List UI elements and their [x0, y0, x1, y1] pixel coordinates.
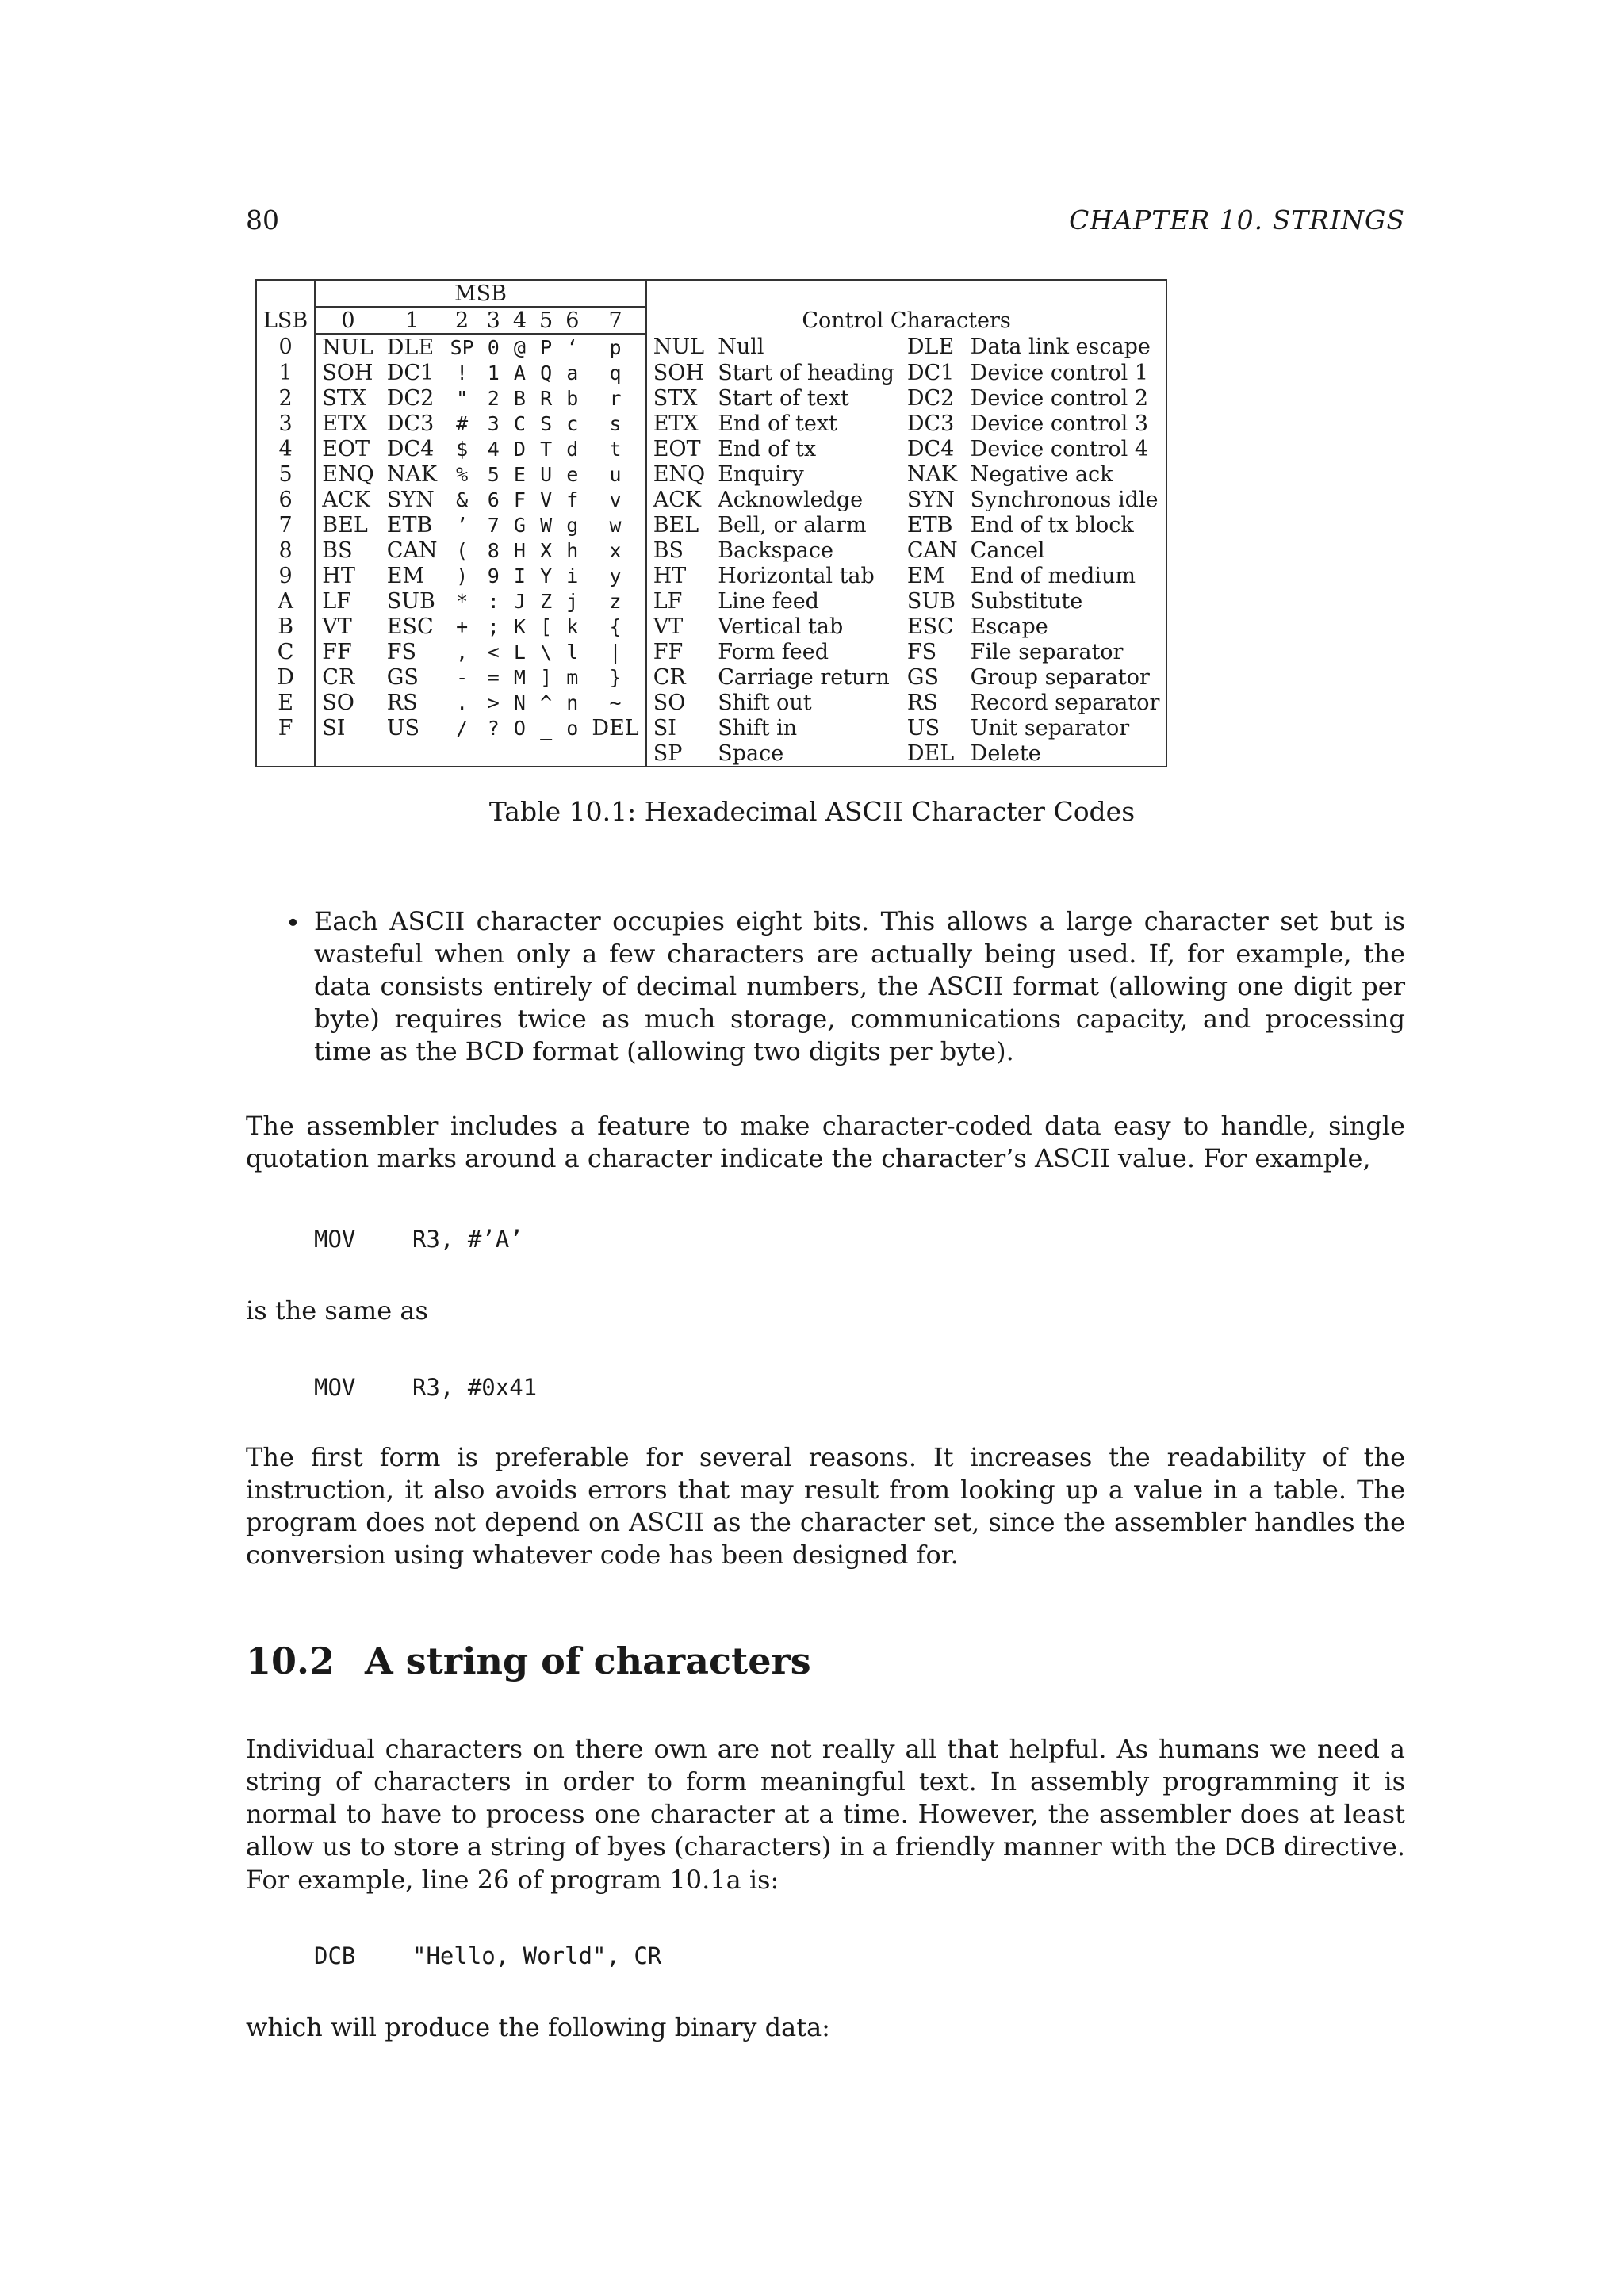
table-row [256, 740, 1166, 767]
code-cell: 0 [487, 335, 500, 359]
code-cell: G [513, 513, 526, 537]
code-cell: DC1 [386, 360, 435, 385]
control-desc-cell: Device control 3 [964, 411, 1167, 436]
code-cell: [ [540, 614, 553, 638]
code-cell: DC2 [386, 385, 435, 411]
code-cell: s [585, 411, 645, 436]
chapter-title: CHAPTER 10. STRINGS [1069, 205, 1405, 235]
code-cell: F [513, 488, 526, 511]
code-cell: EM [386, 563, 425, 588]
code-cell: ETB [386, 512, 433, 538]
code-cell: } [585, 664, 645, 690]
code-cell: 9 [487, 564, 500, 587]
code-cell: FS [386, 639, 416, 664]
table-row [256, 461, 1166, 487]
code-cell: HT [315, 563, 380, 588]
control-desc-cell: Device control 4 [964, 436, 1167, 461]
code-cell: SUB [386, 588, 435, 614]
code-cell: FF [315, 639, 380, 664]
control-desc-cell: Group separator [964, 664, 1167, 690]
code-cell: SI [315, 715, 380, 740]
paragraph-assembler-feature: The assembler includes a feature to make character-coded data easy to handle, single quotation marks around a character indicate the character’s ASCII value. For example, [246, 1111, 1405, 1173]
table-row [256, 436, 1166, 461]
code-cell: i [566, 564, 579, 587]
code-cell: 8 [487, 538, 500, 562]
control-abbrev-cell: DC2 [906, 385, 955, 411]
control-desc-cell: Negative ack [964, 461, 1167, 487]
table-row [256, 690, 1166, 715]
code-cell: l [566, 640, 579, 664]
paragraph-same-as: is the same as [246, 1295, 428, 1326]
code-cell: % [456, 462, 469, 486]
control-abbrev-cell: BS [653, 538, 684, 563]
code-cell: N [513, 691, 526, 714]
code-cell: 2 [487, 386, 500, 410]
code-cell: T [540, 437, 553, 461]
control-abbrev-cell: SOH [653, 360, 704, 385]
code-cell: > [487, 691, 500, 714]
control-desc-cell: Form feed [718, 639, 829, 664]
lsb-cell: 8 [256, 538, 315, 563]
table-row [256, 614, 1166, 639]
code-args: "Hello, World", CR [412, 1942, 662, 1969]
control-abbrev-cell: ESC [906, 614, 954, 639]
code-cell: o [566, 716, 579, 740]
control-desc-cell: Acknowledge [718, 487, 864, 512]
control-abbrev-cell: ETX [653, 411, 699, 436]
control-desc-cell: Cancel [964, 538, 1167, 563]
code-args: R3, #’A’ [412, 1226, 523, 1253]
code-cell: US [386, 715, 420, 740]
code-cell: d [566, 437, 579, 461]
control-abbrev-cell: NUL [653, 335, 705, 359]
code-cell: { [585, 614, 645, 639]
paragraph-binary-data: which will produce the following binary data: [246, 2012, 830, 2042]
control-desc-cell: Start of heading [718, 360, 894, 385]
code-cell: ~ [585, 690, 645, 715]
code-cell: ENQ [315, 461, 380, 487]
control-desc-cell: Bell, or alarm [718, 512, 867, 538]
control-desc-cell: Enquiry [718, 461, 804, 487]
code-cell: BS [315, 538, 380, 563]
code-cell: & [456, 488, 469, 511]
code-cell: L [513, 640, 526, 664]
empty-cell [315, 740, 645, 767]
table-row [256, 360, 1166, 385]
msb-column-header: 6 [559, 307, 585, 334]
code-cell: M [513, 665, 526, 689]
control-desc-cell: File separator [964, 639, 1167, 664]
control-desc-cell: Data link escape [964, 334, 1167, 360]
code-cell: j [566, 589, 579, 613]
code-cell: EOT [315, 436, 380, 461]
code-args: R3, #0x41 [412, 1374, 538, 1401]
code-cell: H [513, 538, 526, 562]
table-row [256, 411, 1166, 436]
ascii-table [255, 279, 1167, 767]
control-abbrev-cell: ENQ [653, 461, 706, 487]
code-cell: = [487, 665, 500, 689]
control-desc-cell: Null [718, 335, 764, 359]
code-cell: SO [315, 690, 380, 715]
code-cell: k [566, 614, 579, 638]
code-cell: y [585, 563, 645, 588]
code-cell: $ [456, 437, 469, 461]
code-cell: ( [456, 538, 469, 562]
code-cell: t [585, 436, 645, 461]
paragraph-text: Individual characters on there own are not really all that helpful. As humans we need a string of characters in order to form meaningful text. In assembly programming it is normal to have to process one character at a time. However, the assembler does at least allow us to store a string of byes (characters) in a friendly manner with the [246, 1734, 1405, 1862]
control-abbrev-cell: ACK [653, 487, 702, 512]
code-cell: " [456, 386, 469, 410]
table-row [256, 385, 1166, 411]
control-abbrev-cell: CR [653, 664, 686, 690]
code-cell: 6 [487, 488, 500, 511]
code-cell: S [540, 411, 553, 435]
control-desc-cell: Record separator [964, 690, 1167, 715]
code-cell: A [513, 361, 526, 385]
code-cell: VT [315, 614, 380, 639]
control-desc-cell: Escape [964, 614, 1167, 639]
code-cell: CR [315, 664, 380, 690]
lsb-cell: 9 [256, 563, 315, 588]
page-number: 80 [246, 205, 279, 235]
control-desc-cell: Space [711, 740, 901, 767]
code-op: MOV [314, 1374, 356, 1401]
code-cell: ^ [540, 691, 553, 714]
lsb-cell: 6 [256, 487, 315, 512]
code-cell: g [566, 513, 579, 537]
code-cell: - [456, 665, 469, 689]
empty-cell [256, 740, 315, 767]
control-abbrev-cell: DC4 [906, 436, 955, 461]
code-cell: h [566, 538, 579, 562]
control-abbrev-cell: VT [653, 614, 684, 639]
code-cell: 4 [487, 437, 500, 461]
control-desc-cell: End of tx block [964, 512, 1167, 538]
control-desc-cell: End of tx [718, 436, 817, 461]
code-cell: 7 [487, 513, 500, 537]
table-row [256, 487, 1166, 512]
table-row [256, 563, 1166, 588]
code-op: DCB [314, 1942, 356, 1969]
lsb-cell: C [256, 639, 315, 664]
bullet-paragraph: Each ASCII character occupies eight bits. This allows a large character set but is wasteful when only a few characters are actually being used. If, for example, the data consists entirely of decimal numbers, the ASCII format (allowing one digit per byte) requires twice as much storage, communications capacity, and processing time as the BCD format (allowing two digits per byte). [314, 906, 1405, 1066]
code-cell: I [513, 564, 526, 587]
code-cell: LF [315, 588, 380, 614]
control-abbrev-cell: DC1 [906, 360, 955, 385]
control-abbrev-cell: GS [906, 664, 939, 690]
code-line-1 [314, 1226, 523, 1253]
lsb-cell: 7 [256, 512, 315, 538]
code-cell: ? [487, 716, 500, 740]
code-cell: z [585, 588, 645, 614]
code-cell: ] [540, 665, 553, 689]
code-cell: u [585, 461, 645, 487]
code-cell: . [456, 691, 469, 714]
table-row [256, 334, 1166, 360]
control-abbrev-cell: CAN [906, 538, 958, 563]
code-line-2 [314, 1374, 537, 1401]
control-abbrev-cell: SUB [906, 588, 956, 614]
control-desc-cell: Line feed [718, 588, 819, 614]
code-cell: f [566, 488, 579, 511]
code-cell: DEL [585, 715, 645, 740]
control-abbrev-cell: EOT [653, 436, 701, 461]
paragraph-first-form: The first form is preferable for several reasons. It increases the readability of the instruction, it also avoids errors that may result from looking up a value in a table. The program does not depend on ASCII as the character set, since the assembler handles the conversion using whatever code has been designed for. [246, 1442, 1405, 1570]
code-cell: R [540, 386, 553, 410]
code-cell: GS [386, 664, 419, 690]
code-cell: CAN [386, 538, 438, 563]
code-cell: 1 [487, 361, 500, 385]
code-cell: STX [315, 385, 380, 411]
code-cell: : [487, 589, 500, 613]
msb-column-header: 1 [381, 307, 444, 334]
code-cell: V [540, 488, 553, 511]
code-cell: a [566, 361, 579, 385]
code-cell: NAK [386, 461, 438, 487]
table-row [256, 538, 1166, 563]
msb-column-header: 4 [507, 307, 533, 334]
code-cell: ! [456, 361, 469, 385]
section-title: A string of characters [365, 1640, 811, 1682]
control-desc-cell: Backspace [718, 538, 833, 563]
control-abbrev-cell: DC3 [906, 411, 955, 436]
code-cell: X [540, 538, 553, 562]
code-cell: @ [513, 335, 526, 359]
code-cell: r [585, 385, 645, 411]
control-desc-cell: End of text [718, 411, 837, 436]
control-desc-cell: Horizontal tab [718, 563, 875, 588]
running-head [246, 205, 1405, 239]
code-cell: ) [456, 564, 469, 587]
control-abbrev-cell: BEL [653, 512, 699, 538]
code-cell: ACK [315, 487, 380, 512]
paragraph-individual-characters [246, 1733, 1405, 1896]
code-cell: # [456, 411, 469, 435]
control-abbrev-cell: SP [646, 740, 711, 767]
code-cell: m [566, 665, 579, 689]
code-cell: U [540, 462, 553, 486]
code-cell: K [513, 614, 526, 638]
control-desc-cell: End of medium [964, 563, 1167, 588]
control-desc-cell: Unit separator [964, 715, 1167, 740]
msb-column-header: 7 [585, 307, 645, 334]
code-cell: Q [540, 361, 553, 385]
ascii-table-container [255, 279, 1167, 767]
table-row [256, 715, 1166, 740]
code-cell: DC3 [386, 411, 435, 436]
code-cell: | [585, 639, 645, 664]
code-cell: DC4 [386, 436, 435, 461]
lsb-label: LSB [256, 307, 315, 334]
table-corner [256, 280, 315, 307]
code-cell: ; [487, 614, 500, 638]
bullet-icon: • [285, 908, 301, 938]
control-desc-cell: Substitute [964, 588, 1167, 614]
control-abbrev-cell: LF [653, 588, 683, 614]
lsb-cell: 4 [256, 436, 315, 461]
code-op: MOV [314, 1226, 356, 1253]
table-row [256, 639, 1166, 664]
lsb-cell: B [256, 614, 315, 639]
code-cell: x [585, 538, 645, 563]
code-cell: ’ [456, 513, 469, 537]
code-cell: SOH [315, 360, 380, 385]
code-cell: B [513, 386, 526, 410]
lsb-cell: 2 [256, 385, 315, 411]
code-cell: ‘ [566, 335, 579, 359]
code-cell: DLE [386, 335, 435, 360]
control-desc-cell: Shift out [718, 690, 812, 715]
code-cell: n [566, 691, 579, 714]
control-header-spacer [646, 280, 1167, 307]
code-cell: , [456, 640, 469, 664]
code-cell: b [566, 386, 579, 410]
code-cell: NUL [315, 334, 380, 360]
code-cell: SP [450, 335, 474, 359]
code-cell: Z [540, 589, 553, 613]
control-abbrev-cell: FF [653, 639, 684, 664]
code-cell: \ [540, 640, 553, 664]
msb-column-header: 2 [444, 307, 481, 334]
control-desc-cell: Carriage return [718, 664, 890, 690]
control-abbrev-cell: SO [653, 690, 686, 715]
code-cell: ETX [315, 411, 380, 436]
section-heading [246, 1640, 811, 1682]
control-abbrev-cell: US [906, 715, 940, 740]
lsb-cell: E [256, 690, 315, 715]
code-cell: 5 [487, 462, 500, 486]
code-cell: E [513, 462, 526, 486]
code-cell: 3 [487, 411, 500, 435]
lsb-cell: 5 [256, 461, 315, 487]
control-abbrev-cell: ETB [906, 512, 953, 538]
lsb-cell: D [256, 664, 315, 690]
code-cell: w [585, 512, 645, 538]
code-cell: < [487, 640, 500, 664]
code-cell: * [456, 589, 469, 613]
control-abbrev-cell: NAK [906, 461, 958, 487]
code-cell: _ [540, 716, 553, 740]
control-abbrev-cell: DLE [906, 335, 955, 359]
control-desc-cell: Synchronous idle [964, 487, 1167, 512]
code-cell: c [566, 411, 579, 435]
code-cell: q [585, 360, 645, 385]
control-desc-cell: Start of text [718, 385, 849, 411]
control-abbrev-cell: DEL [901, 740, 964, 767]
code-cell: C [513, 411, 526, 435]
table-caption: Table 10.1: Hexadecimal ASCII Character Codes [488, 796, 1136, 827]
code-cell: BEL [315, 512, 380, 538]
control-desc-cell: Vertical tab [718, 614, 844, 639]
code-cell: O [513, 716, 526, 740]
control-desc-cell: Device control 2 [964, 385, 1167, 411]
code-cell: W [540, 513, 553, 537]
lsb-cell: F [256, 715, 315, 740]
code-cell: + [456, 614, 469, 638]
control-desc-cell: Device control 1 [964, 360, 1167, 385]
lsb-cell: 0 [256, 334, 315, 360]
code-cell: p [585, 334, 645, 360]
code-cell: RS [386, 690, 418, 715]
inline-code-dcb: DCB [1224, 1834, 1276, 1862]
code-line-3 [314, 1942, 661, 1969]
control-abbrev-cell: SYN [906, 487, 955, 512]
control-desc-cell: Shift in [718, 715, 798, 740]
control-abbrev-cell: SI [653, 715, 676, 740]
code-cell: v [585, 487, 645, 512]
control-characters-header: Control Characters [646, 307, 1167, 334]
msb-column-header: 5 [533, 307, 559, 334]
msb-column-header: 0 [315, 307, 380, 334]
table-row [256, 588, 1166, 614]
paragraph-text: directive. For example, line 26 of program 10.1a is: [246, 1831, 1406, 1895]
code-cell: D [513, 437, 526, 461]
code-cell: / [456, 716, 469, 740]
code-cell: SYN [386, 487, 435, 512]
table-row [256, 512, 1166, 538]
table-row [256, 664, 1166, 690]
code-cell: Y [540, 564, 553, 587]
lsb-cell: 3 [256, 411, 315, 436]
code-cell: e [566, 462, 579, 486]
section-number: 10.2 [246, 1640, 335, 1682]
control-abbrev-cell: EM [906, 563, 945, 588]
control-abbrev-cell: HT [653, 563, 687, 588]
lsb-cell: 1 [256, 360, 315, 385]
code-cell: J [513, 589, 526, 613]
code-cell: ESC [386, 614, 434, 639]
control-abbrev-cell: RS [906, 690, 938, 715]
control-desc-cell: Delete [964, 740, 1167, 767]
lsb-cell: A [256, 588, 315, 614]
control-abbrev-cell: STX [653, 385, 698, 411]
control-abbrev-cell: FS [906, 639, 937, 664]
code-cell: P [540, 335, 553, 359]
msb-column-header: 3 [481, 307, 507, 334]
msb-label: MSB [315, 280, 645, 307]
